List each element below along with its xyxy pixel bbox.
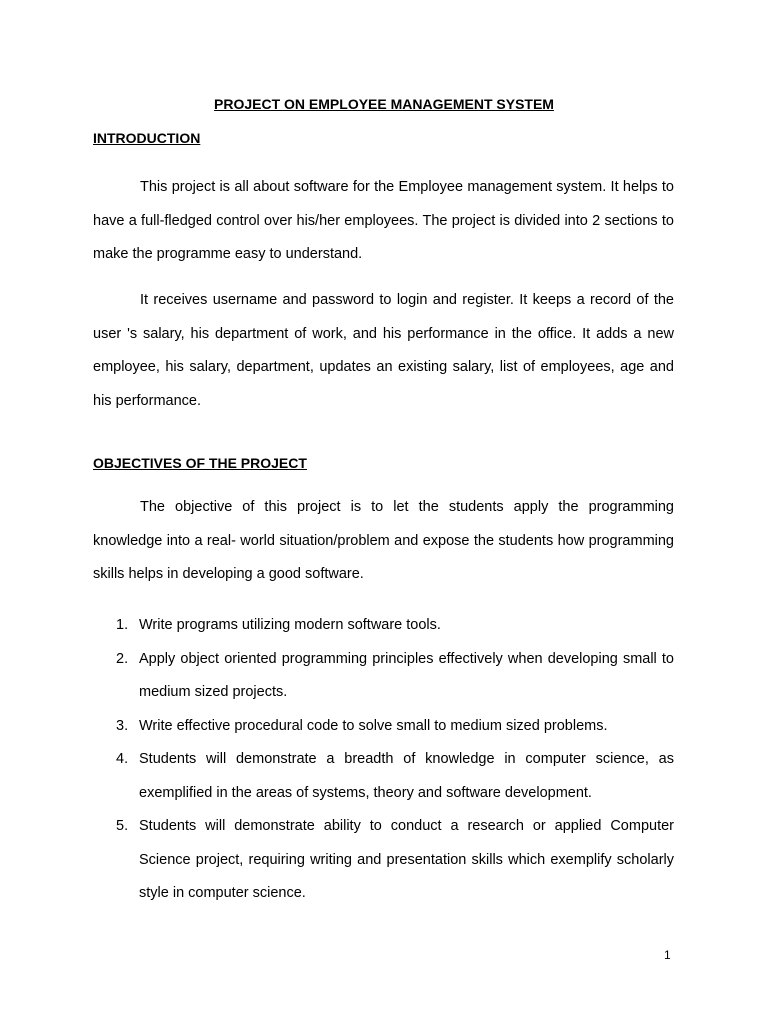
objectives-paragraph: The objective of this project is to let the students apply the programming knowledge into a real- world situation/problem and expose the students how programming skills helps in developing a good software. [93,499,674,582]
list-item [93,810,674,911]
objectives-heading: OBJECTIVES OF THE PROJECT [93,455,307,471]
list-item-text: Write effective procedural code to solve small to medium sized problems. [139,717,608,734]
list-item-number: 4. [116,751,129,767]
list-item-text: Students will demonstrate a breadth of knowledge in computer science, as exemplified in the areas of systems, theory and software development. [139,751,674,801]
objectives-list [93,609,674,911]
list-item [93,643,674,710]
document-title: PROJECT ON EMPLOYEE MANAGEMENT SYSTEM [214,96,554,112]
list-item [93,609,674,643]
list-item-number: 1. [116,617,129,633]
list-item-number: 2. [116,650,129,667]
list-item-number: 3. [116,717,129,734]
list-item-text: Apply object oriented programming principles effectively when developing small to medium sized projects. [139,650,674,700]
list-item [93,743,674,810]
introduction-paragraph-1: This project is all about software for the Employee management system. It helps to have a full-fledged control over his/her employees. The project is divided into 2 sections to make the programme easy to understand. [93,179,674,262]
introduction-paragraph-2: It receives username and password to login and register. It keeps a record of the user 's salary, his department of work, and his performance in the office. It adds a new employee, his salary, department, updates an existing salary, list of employees, age and his performance. [93,292,674,409]
list-item-number: 5. [116,818,129,834]
list-item-text: Students will demonstrate ability to conduct a research or applied Computer Science project, requiring writing and presentation skills which exemplify scholarly style in computer science. [139,818,674,901]
page-number: 1 [664,948,671,962]
introduction-heading: INTRODUCTION [93,130,201,146]
list-item-text: Write programs utilizing modern software tools. [139,617,441,633]
list-item [93,710,674,744]
